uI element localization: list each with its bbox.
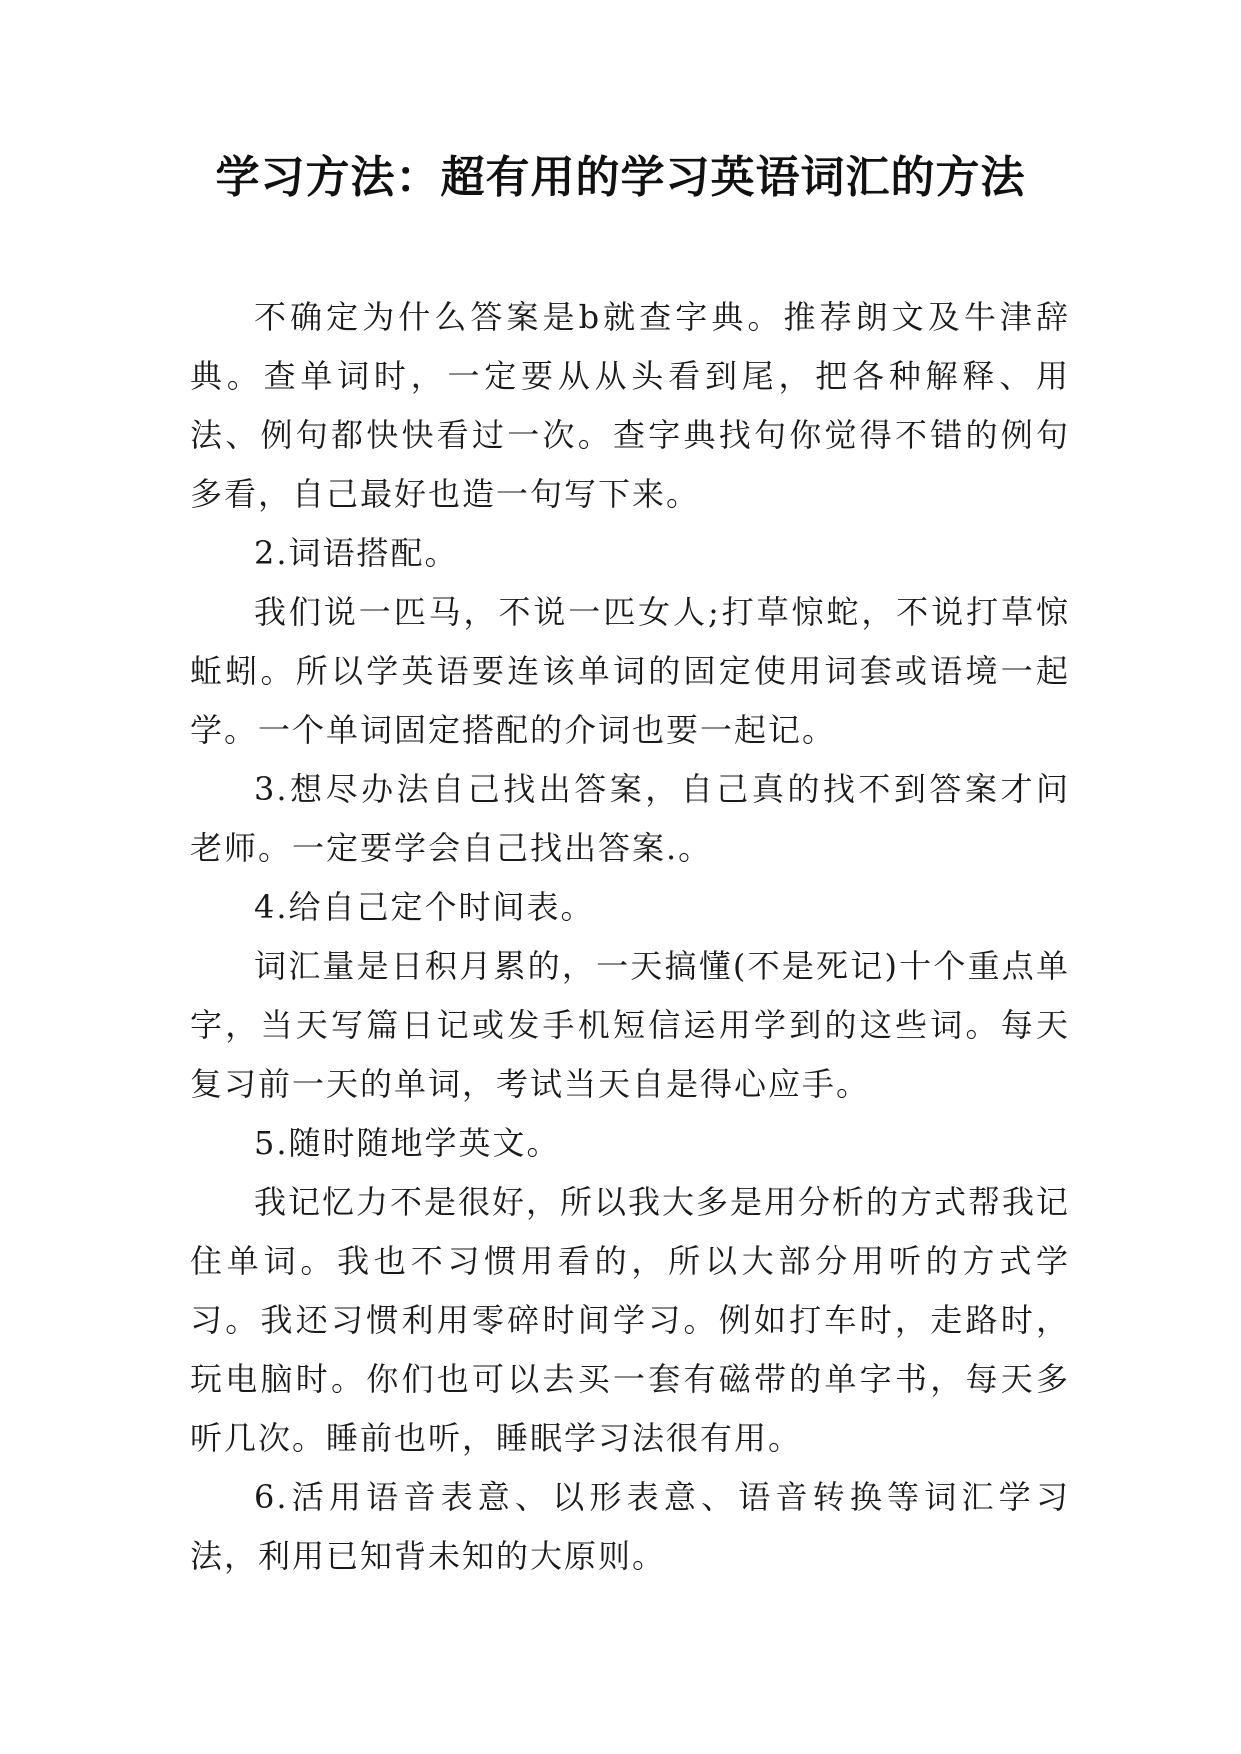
paragraph-timetable: 词汇量是日积月累的，一天搞懂(不是死记)十个重点单字，当天写篇日记或发手机短信运用学到的这些词。每天复习前一天的单词，考试当天自是得心应手。 [190, 947, 1070, 1103]
heading-timetable: 4.给自己定个时间表。 [254, 888, 595, 926]
paragraph-anytime: 我记忆力不是很好，所以我大多是用分析的方式帮我记住单词。我也不习惯用看的，所以大部分用听的方式学习。我还习惯利用零碎时间学习。例如打车时，走路时，玩电脑时。你们也可以去买一套有磁带的单字书，每天多听几次。睡前也听，睡眠学习法很有用。 [190, 1183, 1071, 1457]
paragraph-dictionary: 不确定为什么答案是b就查字典。推荐朗文及牛津辞典。查单词时，一定要从从头看到尾，把各种解释、用法、例句都快快看过一次。查字典找句你觉得不错的例句多看，自己最好也造一句写下来。 [190, 298, 1070, 513]
heading-anytime: 5.随时随地学英文。 [254, 1124, 561, 1162]
paragraph-collocation: 我们说一匹马，不说一匹女人;打草惊蛇，不说打草惊蚯蚓。所以学英语要连该单词的固定使用词套或语境一起学。一个单词固定搭配的介词也要一起记。 [190, 593, 1070, 749]
paragraph-find-answers: 3.想尽办法自己找出答案，自己真的找不到答案才问老师。一定要学会自己找出答案.。 [190, 770, 1070, 867]
heading-collocation: 2.词语搭配。 [254, 534, 459, 572]
document-title: 学习方法：超有用的学习英语词汇的方法 [215, 152, 1026, 203]
paragraph-phonetics: 6.活用语音表意、以形表意、语音转换等词汇学习法，利用已知背未知的大原则。 [190, 1478, 1070, 1575]
document-body [190, 288, 1070, 1586]
